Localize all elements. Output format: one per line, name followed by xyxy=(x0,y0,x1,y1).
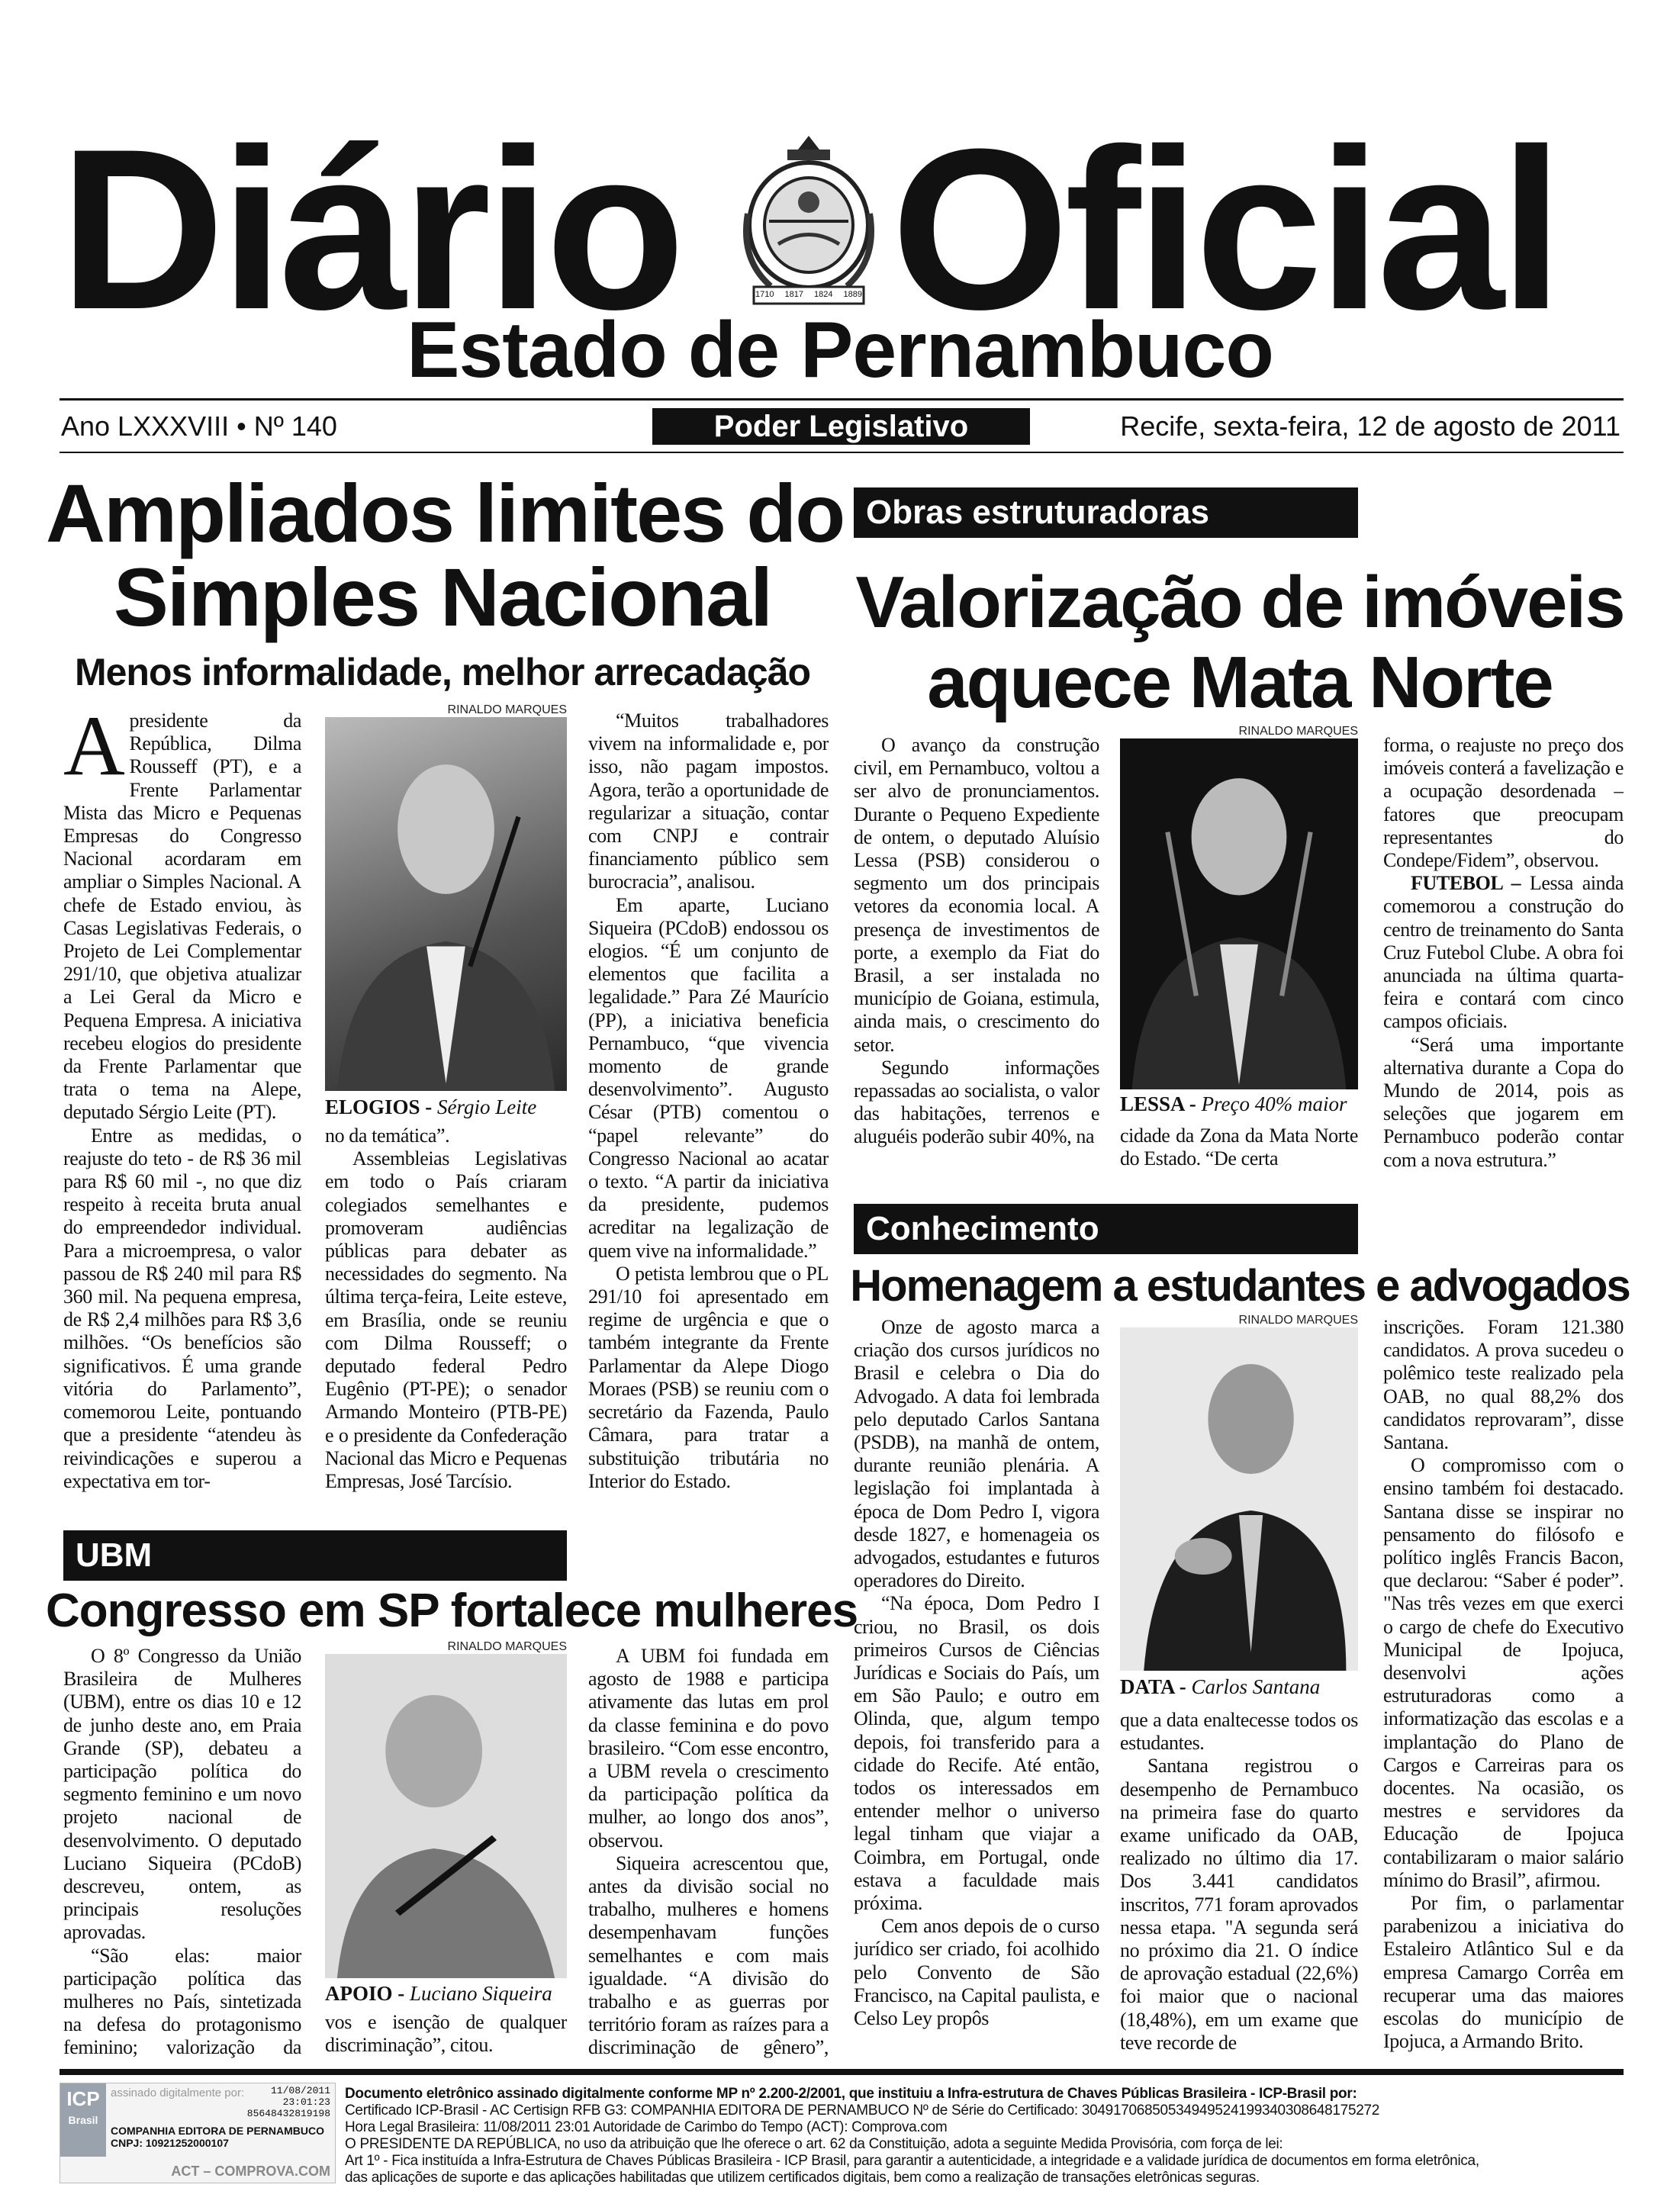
divider xyxy=(60,452,1624,453)
footer-line: O PRESIDENTE DA REPÚBLICA, no uso da atribuição que lhe oferece o art. 62 da Constituição, adota a seguinte Medida Provisória, com força de lei: xyxy=(345,2136,1283,2152)
masthead-title-left: Diário xyxy=(60,101,681,357)
paragraph: “Na época, Dom Pedro I criou, no Brasil, os dois primeiros Cursos de Ciências Jurídicas e Sociais do País, um em São Paulo; e outro em Olinda, que, algum tempo depois, foi transferido para a cidade do Recife. Até então, todos os interessados em entender melhor o universo legal tinham que viajar a Coimbra, em Portugal, onde estava a faculdade mais próxima. xyxy=(854,1592,1099,1915)
article4-column-3 xyxy=(588,1645,829,2061)
dateline: Recife, sexta-feira, 12 de agosto de 2011 xyxy=(1120,410,1620,442)
photo-caption: DATA - Carlos Santana xyxy=(1120,1675,1321,1698)
stamp-company: COMPANHIA EDITORA DE PERNAMBUCO xyxy=(111,2125,325,2137)
photo-carlos-santana xyxy=(1120,1327,1358,1671)
article1-column-1 xyxy=(63,709,301,1518)
footer-line: Certificado ICP-Brasil - AC Certisign RFB G3: COMPANHIA EDITORA DE PERNAMBUCO Nº de Série do Certificado: 30491706850534949524199340308648175272 xyxy=(345,2103,1380,2119)
paragraph: O compromisso com o ensino também foi destacado. Santana disse se inspirar no pensamento do filósofo e político inglês Francis Bacon, que declarou: “Saber é poder”. "Nas três vezes em que exerci o cargo de chefe do Executivo Municipal de Ipojuca, desenvolvi ações estruturadoras como a informatização das escolas e a implantação do Plano de Cargos e Carreiras para os docentes. Na ocasião, os mestres e servidores da Educação de Ipojuca contabilizaram o maior salário mínimo do Brasil”, afirmou. xyxy=(1383,1454,1624,1891)
paragraph: Siqueira acrescentou que, antes da divisão social no trabalho, mulheres e homens desempenhavam funções semelhantes e com mais igualdade. “A divisão do trabalho e as guerras por território foram as raízes para a discriminação de gênero”, xyxy=(588,1852,829,2059)
paragraph: O avanço da construção civil, em Pernambuco, voltou a ser alvo de pronunciamentos. Durante o Pequeno Expediente de ontem, o deputado Aluísio Lessa (PSB) considerou o segmento um dos principais vetores da economia local. A presença de investimentos de porte, a exemplo da Fiat do Brasil, a ser instalada no município de Goiana, estimula, ainda mais, o crescimento do setor. xyxy=(854,734,1099,1056)
paragraph: forma, o reajuste no preço dos imóveis conterá a favelização e a ocupação desordenada – fatores que preocupam representantes do Condepe/Fidem”, observou. xyxy=(1383,734,1624,872)
masthead-title-right: Oficial xyxy=(891,101,1559,357)
paragraph: Em aparte, Luciano Siqueira (PCdoB) endossou os elogios. “É um conjunto de elementos que facilita a legalidade.” Para Zé Maurício (PP), a iniciativa beneficia Pernambuco, “que vivencia momento de grande desenvolvimento”. Augusto César (PTB) comentou o “papel relevante” do Congresso Nacional ao acatar o texto. “A partir da iniciativa da presidente, pudemos acreditar na legalização de quem vive na informalidade.” xyxy=(588,893,829,1262)
paragraph: “Muitos trabalhadores vivem na informalidade e, por isso, não pagam impostos. Agora, terão a oportunidade de regularizar a situação, contar com CNPJ e contrair financiamento público sem burocracia”, analisou. xyxy=(588,709,829,893)
photo-caption: LESSA - Preço 40% maior xyxy=(1120,1092,1347,1115)
paragraph: Cem anos depois de o curso jurídico ser criado, foi acolhido pelo Convento de São Francisco, na Capital paulista, e Celso Ley propôs xyxy=(854,1915,1099,2030)
paragraph: “Será uma importante alternativa durante a Copa do Mundo de 2014, pois as seleções que jogarem em Pernambuco poderão contar com a nova estrutura.” xyxy=(1383,1033,1624,1171)
article2-column-2 xyxy=(1120,1124,1358,1178)
paragraph: Assembleias Legislativas em todo o País criaram colegiados semelhantes e promoveram audiências públicas para debater as necessidades do segmento. Na última terça-feira, Leite esteve, em Brasília, onde se reuniu com Dilma Rousseff; o deputado federal Pedro Eugênio (PT-PE); o senador Armando Monteiro (PTB-PE) e o presidente da Confederação Nacional das Micro e Pequenas Empresas, José Tarcísio. xyxy=(325,1147,567,1493)
article2-column-3 xyxy=(1383,734,1624,1176)
coat-of-arms-emblem xyxy=(732,130,885,317)
paragraph: Entre as medidas, o reajuste do teto - de R$ 36 mil para R$ 60 mil -, no que diz respeito à receita bruta anual do empreendedor individual. Para a microempresa, o valor passou de R$ 240 mil para R$ 360 mil. Na pequena empresa, de R$ 2,4 milhões para R$ 3,6 milhões. “Os benefícios são significativos. É uma grande vitória do Parlamento”, comemorou Leite, pontuando que a presidente “atendeu às reivindicações e superou a expectativa em tor- xyxy=(63,1124,301,1492)
emblem-year: 1710 xyxy=(755,290,774,299)
paragraph: inscrições. Foram 121.380 candidatos. A prova sucedeu o polêmico teste realizado pela OAB, no qual 88,2% dos candidatos reprovaram”, disse Santana. xyxy=(1383,1316,1624,1454)
footer-divider xyxy=(60,2069,1624,2075)
paragraph: O 8º Congresso da União Brasileira de Mulheres (UBM), entre os dias 10 e 12 de junho deste ano, em Praia Grande (SP), debateu a participação política do segmento feminino e um novo projeto nacional de desenvolvimento. O deputado Luciano Siqueira (PCdoB) descreveu, ontem, as principais resoluções aprovadas. xyxy=(63,1645,301,1944)
article1-headline-line1: Ampliados limites do xyxy=(46,467,845,559)
paragraph: que a data enaltecesse todos os estudantes. xyxy=(1120,1709,1358,1755)
digital-signature-stamp xyxy=(60,2083,336,2183)
footer-line: Art 1º - Fica instituída a Infra-Estrutura de Chaves Públicas Brasileira - ICP Brasil, para garantir a autenticidade, a integridade e a validade jurídica de documentos em forma eletrônica, xyxy=(345,2153,1479,2169)
article4-headline: Congresso em SP fortalece mulheres xyxy=(46,1585,858,1637)
stamp-cnpj: CNPJ: 10921252000107 xyxy=(111,2137,229,2149)
divider xyxy=(60,398,1624,401)
paragraph: presidente da República, Dilma Rousseff (PT), e a Frente Parlamentar Mista das Micro e Pequenas Empresas do Congresso Nacional acordaram em ampliar o Simples Nacional. A chefe de Estado enviou, às Casas Legislativas Federais, o Projeto de Lei Complementar 291/10, que objetiva atualizar a Lei Geral da Micro e Pequena Empresa. A iniciativa recebeu elogios do presidente da Frente Parlamentar que trata o tema na Alepe, deputado Sérgio Leite (PT). xyxy=(63,709,301,1124)
masthead-subtitle: Estado de Pernambuco xyxy=(407,306,1273,394)
emblem-year: 1824 xyxy=(814,290,833,299)
article4-kicker: UBM xyxy=(63,1530,567,1581)
article1-column-2 xyxy=(325,1124,567,1521)
emblem-year: 1889 xyxy=(843,290,862,299)
stamp-date: 11/08/2011 xyxy=(270,2085,330,2096)
photo-credit: RINALDO MARQUES xyxy=(1238,1314,1358,1327)
icp-brasil-logo: ICP Brasil xyxy=(60,2083,106,2157)
stamp-code: 85648432819198 xyxy=(246,2108,330,2119)
article1-subhead: Menos informalidade, melhor arrecadação xyxy=(74,651,811,693)
emblem-year: 1817 xyxy=(784,290,803,299)
photo-credit: RINALDO MARQUES xyxy=(447,703,567,716)
paragraph: “São elas: maior participação política das mulheres no País, sintetizada na defesa do protagonismo feminino; valorização da xyxy=(63,1944,301,2059)
act-label: ACT – COMPROVA.COM xyxy=(171,2164,330,2179)
paragraph: vos e isenção de qualquer discriminação”, citou. xyxy=(325,2011,567,2057)
article1-headline-line2: Simples Nacional xyxy=(113,551,772,643)
article3-column-3 xyxy=(1383,1316,1624,2064)
paragraph: Lessa ainda comemorou a construção do centro de treinamento do Santa Cruz Futebol Clube. A obra foi anunciada na última quarta-feira e contará com cinco campos oficiais. xyxy=(1383,872,1624,1033)
paragraph: Segundo informações repassadas ao socialista, o valor das habitações, terrenos e aluguéis poderão subir 40%, na xyxy=(854,1056,1099,1148)
article2-headline-line2: aquece Mata Norte xyxy=(927,642,1553,723)
paragraph: O petista lembrou que o PL 291/10 foi apresentado em regime de urgência e que o também integrante da Frente Parlamentar da Alepe Diogo Moraes (PSB) se reuniu com o secretário da Fazenda, Paulo Câmara, para tratar a substituição tributária no Interior do Estado. xyxy=(588,1262,829,1492)
stamp-time: 23:01:23 xyxy=(282,2096,330,2108)
section-lead: FUTEBOL – xyxy=(1411,872,1521,895)
photo-caption: APOIO - Luciano Siqueira xyxy=(325,1982,552,2005)
article2-kicker: Obras estruturadoras xyxy=(854,487,1358,538)
photo-aluisio-lessa xyxy=(1120,738,1358,1089)
photo-credit: RINALDO MARQUES xyxy=(1238,725,1358,738)
signature-text xyxy=(345,2086,1479,2186)
photo-credit: RINALDO MARQUES xyxy=(447,1640,567,1653)
photo-sergio-leite xyxy=(325,717,567,1091)
article4-column-1 xyxy=(63,1645,301,2061)
photo-luciano-siqueira xyxy=(325,1654,567,1978)
article3-column-2 xyxy=(1120,1709,1358,2060)
paragraph: cidade da Zona da Mata Norte do Estado. “De certa xyxy=(1120,1124,1358,1170)
article3-headline: Homenagem a estudantes e advogados xyxy=(850,1261,1630,1311)
paragraph: Por fim, o parlamentar parabenizou a iniciativa do Estaleiro Atlântico Sul e da empresa Camargo Corrêa em recuperar uma das maiores escolas do município de Ipojuca, a Armando Brito. xyxy=(1383,1892,1624,2053)
signed-label: assinado digitalmente por: xyxy=(111,2086,245,2099)
paragraph: Onze de agosto marca a criação dos cursos jurídicos no Brasil e celebra o Dia do Advogado. A data foi lembrada pelo deputado Carlos Santana (PSDB), na manhã de ontem, durante reunião plenária. A legislação foi implantada à época de Dom Pedro I, vigora desde 1827, e homenageia os advogados, estudantes e futuros operadores do Direito. xyxy=(854,1316,1099,1592)
edition-number: Ano LXXXVIII • Nº 140 xyxy=(61,410,337,442)
footer-line: Hora Legal Brasileira: 11/08/2011 23:01 Autoridade de Carimbo do Tempo (ACT): Comprova.com xyxy=(345,2119,948,2135)
paragraph: no da temática”. xyxy=(325,1124,450,1147)
photo-caption: ELOGIOS - Sérgio Leite xyxy=(325,1096,537,1118)
footer-line: das aplicações de suporte e das aplicações habilitadas que utilizem certificados digitais, bem como a realização de transações eletrônicas seguras. xyxy=(345,2170,1260,2186)
article3-column-1 xyxy=(854,1316,1099,2064)
section-label: Poder Legislativo xyxy=(652,408,1030,445)
paragraph: A UBM foi fundada em agosto de 1988 e participa ativamente das lutas em prol da classe feminina e do povo brasileiro. “Com esse encontro, a UBM revela o crescimento da participação política da mulher, ao longo dos anos”, observou. xyxy=(588,1645,829,1852)
article4-column-2 xyxy=(325,2011,567,2061)
article3-kicker: Conhecimento xyxy=(854,1204,1358,1254)
article2-column-1 xyxy=(854,734,1099,1153)
article1-column-3 xyxy=(588,709,829,1518)
article2-headline-line1: Valorização de imóveis xyxy=(855,561,1624,643)
paragraph: Santana registrou o desempenho de Pernambuco na primeira fase do quarto exame unificado da OAB, realizado no último dia 17. Dos 3.441 candidatos inscritos, 771 foram aprovados nessa etapa. "A segunda será no próximo dia 21. O índice de aprovação estadual (22,6%) foi maior que o nacional (18,48%), em um exame que teve recorde de xyxy=(1120,1755,1358,2054)
drop-cap: A xyxy=(63,709,125,793)
footer-line: Documento eletrônico assinado digitalmente conforme MP nº 2.200-2/2001, que instituiu a Infra-estrutura de Chaves Públicas Brasileira - ICP-Brasil por: xyxy=(345,2086,1357,2102)
